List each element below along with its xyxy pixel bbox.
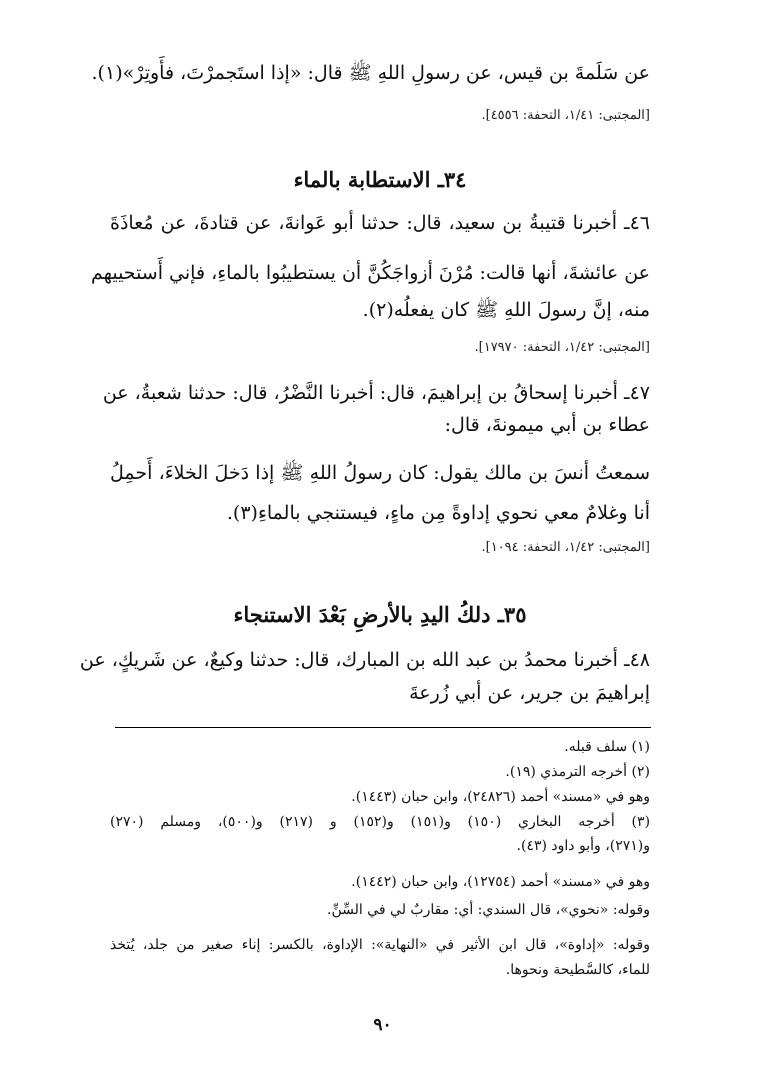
hadith-46-line-1: ٤٦ـ أخبرنا قتيبةُ بن سعيد، قال: حدثنا أبو عَوانةَ، عن قتادةَ، عن مُعاذَةَ [110,212,650,234]
chapter-heading-35: ٣٥ـ دلكُ اليدِ بالأرضِ بَعْدَ الاستنجاء [233,602,527,627]
footnote-3-idawa-line-1: وقوله: «إداوة»، قال ابن الأثير في «النهاية»: الإداوة، بالكسر: إناء صغير من جلد، يُتخذ [110,937,650,953]
footnote-3-nahwi: وقوله: «نحوي»، قال السندي: أي: مقاربٌ لي في السِّنِّ. [327,902,650,918]
hadith-46-line-2: عن عائشةَ، أنها قالت: مُرْنَ أزواجَكُنَّ أن يستطيبُوا بالماءِ، فإني أَستحييهم [90,262,650,284]
reference-46: [المجتبى: ١/٤٢، التحفة: ١٧٩٧٠]. [474,340,650,355]
footnote-3-line-2: و(٢٧١)، وأبو داود (٤٣). [516,838,650,854]
footnote-separator [115,727,651,728]
footnote-3-line-1: (٣) أخرجه البخاري (١٥٠) و(١٥١) و(١٥٢) و (٢١٧) و(٥٠٠)، ومسلم (٢٧٠) [110,814,651,830]
footnote-1: (١) سلف قبله. [564,739,650,755]
hadith-47-line-3: سمعتُ أنسَ بن مالك يقول: كان رسولُ اللهِ ﷺ إذا دَخلَ الخلاءَ، أَحمِلُ [110,462,650,484]
hadith-45-ending: عن سَلَمةَ بن قيس، عن رسولِ اللهِ ﷺ قال: «إذا استَجمرْتَ، فأَوتِرْ»(١). [91,62,650,84]
footnote-3-idawa-line-2: للماء، كالسَّطيحة ونحوها. [505,962,650,978]
footnote-2: (٢) أخرجه الترمذي (١٩). [505,764,650,780]
page-number: ٩٠ [373,1015,392,1035]
footnote-3-musnad: وهو في «مسند» أحمد (١٢٧٥٤)، وابن حبان (١٤٤٢). [351,874,650,890]
reference-47: [المجتبى: ١/٤٢، التحفة: ١٠٩٤]. [481,540,650,555]
chapter-heading-34: ٣٤ـ الاستطابة بالماء [293,167,467,192]
footnote-2-continued: وهو في «مسند» أحمد (٢٤٨٢٦)، وابن حبان (١٤٤٣). [351,789,650,805]
hadith-46-line-3: منه، إنَّ رسولَ اللهِ ﷺ كان يفعلُه(٢). [362,299,650,321]
hadith-47-line-1: ٤٧ـ أخبرنا إسحاقُ بن إبراهيمَ، قال: أخبرنا النَّضْرُ، قال: حدثنا شعبةُ، عن [102,382,650,404]
reference-45: [المجتبى: ١/٤١، التحفة: ٤٥٥٦]. [481,108,650,123]
hadith-47-line-4: أنا وغلامٌ معي نحوي إداوةً مِن ماءٍ، فيستنجي بالماءِ(٣). [226,502,650,524]
hadith-48-line-1: ٤٨ـ أخبرنا محمدُ بن عبد الله بن المبارك، قال: حدثنا وكيعٌ، عن شَريكٍ، عن [79,649,650,671]
hadith-47-line-2: عطاء بن أبي ميمونةَ، قال: [444,414,650,436]
hadith-48-line-2: إبراهيمَ بن جرير، عن أبي زُرعةَ [409,682,650,704]
